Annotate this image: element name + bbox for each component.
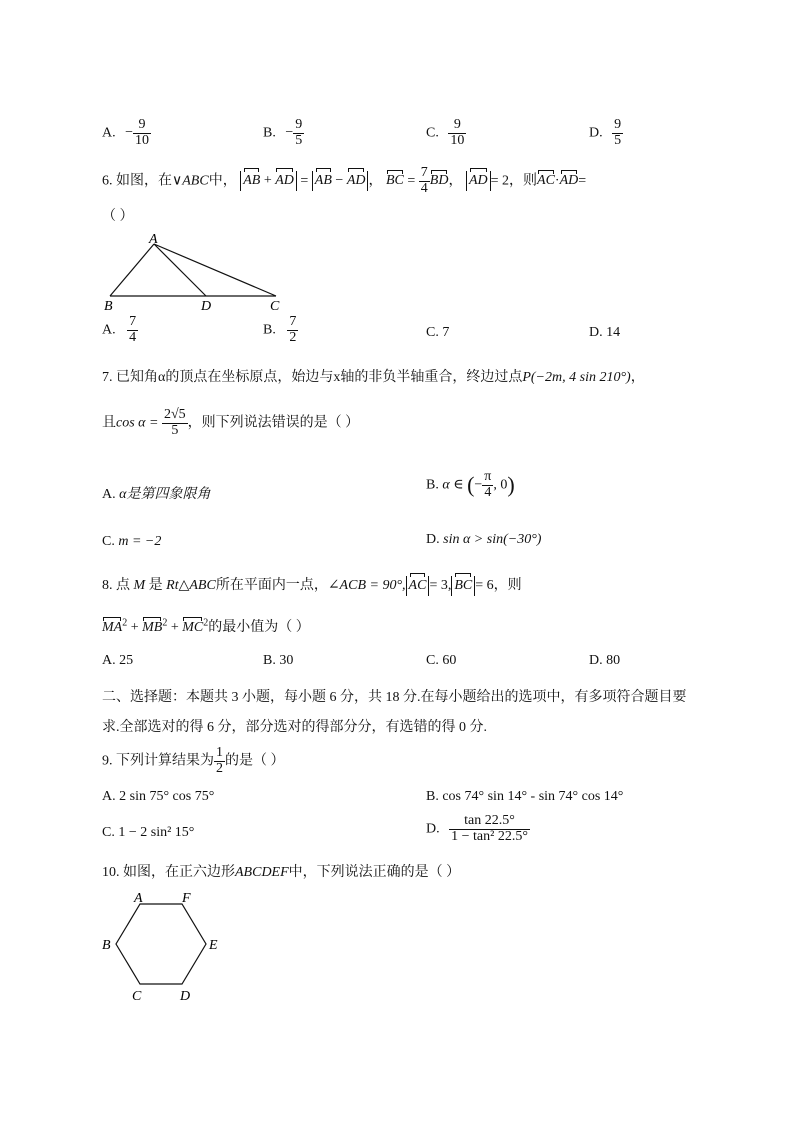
fraction: $\frac{1}{2}$ [216, 745, 223, 776]
q7-option-c: C. m = −2 [102, 534, 162, 549]
q9-stem: 9. 下列计算结果为 $\frac{1}{2}$ 的是（ ） [102, 745, 285, 776]
vertex-label-b: B [102, 938, 111, 953]
q6-option-a: A. $\frac{7}{4}$ [102, 314, 137, 345]
abs-value: AB + AD [240, 171, 297, 191]
fraction: $\frac{9}{10}$ [135, 117, 150, 148]
q7-stem-line2: 且cos α = $\frac{2√5}{5}$ ，则下列说法错误的是（ ） [102, 407, 360, 438]
q6-stem: 6. 如图，在∨ABC中， AB + AD = AB − AD ， BC = $\frac{7}{4}$ BD， AD = 2，则AC·AD= [102, 165, 587, 196]
q7-option-d: D. sin α > sin(−30°) [426, 532, 542, 547]
triangle-diagram [100, 228, 300, 314]
q7-option-b: B. α ∈ (− $\frac{\pi}{4}$ , 0) [426, 469, 515, 500]
q9-option-c: C. 1 − 2 sin² 15° [102, 825, 195, 840]
section-2-instructions-line2: 求.全部选对的得 6 分，部分选对的得部分分，有选错的得 0 分. [102, 720, 487, 735]
vertex-label-a: A [149, 232, 158, 247]
fraction: $\frac{2√5}{5}$ [163, 407, 186, 438]
fraction: $\frac{7}{4}$ [129, 314, 137, 345]
vertex-label-b: B [104, 299, 113, 314]
q7-option-a: A. α是第四象限角 [102, 487, 211, 502]
vertex-label-e: E [209, 938, 218, 953]
section-2-instructions-line1: 二、选择题：本题共 3 小题，每小题 6 分，共 18 分.在每小题给出的选项中，有多项符合题目要 [102, 690, 687, 705]
vertex-label-f: F [182, 891, 191, 906]
q8-option-d: D. 80 [589, 653, 621, 668]
vertex-label-d: D [201, 299, 212, 314]
q5-option-c: C. $\frac{9}{10}$ [426, 117, 465, 148]
q8-option-a: A. 25 [102, 653, 134, 668]
q10-stem: 10. 如图，在正六边形ABCDEF中，下列说法正确的是（ ） [102, 865, 461, 880]
abs-value: BC [451, 576, 475, 596]
q9-option-d: D. $\frac{\tan 22.5^\circ}{\text{1 − tan² 22.5°}}$ [426, 813, 528, 844]
fraction: $\frac{9}{10}$ [450, 117, 465, 148]
q6-option-c: C. 7 [426, 325, 450, 340]
fraction: $\frac{9}{5}$ [614, 117, 622, 148]
q8-stem-line1: 8. 点 M 是 Rt△ABC所在平面内一点，∠ACB = 90°, AC = 3, BC = 6，则 [102, 574, 522, 596]
hexagon-diagram [100, 888, 230, 1006]
vertex-label-a: A [134, 891, 143, 906]
fraction: $\frac{7}{2}$ [289, 314, 297, 345]
q7-stem-line1: 7. 已知角α的顶点在坐标原点，始边与x轴的非负半轴重合，终边过点P(−2m, 4 sin 210°)， [102, 370, 645, 385]
abs-value: AB − AD [312, 171, 369, 191]
q8-option-c: C. 60 [426, 653, 457, 668]
fraction: $\frac{\pi}{4}$ [484, 469, 492, 500]
q5-option-d: D. $\frac{9}{5}$ [589, 117, 622, 148]
q8-stem-line2: $MA^2 + MB^2 + MC^2$的最小值为（ ） [102, 617, 310, 635]
q8-option-b: B. 30 [263, 653, 294, 668]
q5-option-a: A. − $\frac{9}{10}$ [102, 117, 150, 148]
q6-option-d: D. 14 [589, 325, 621, 340]
abs-value: AD [466, 171, 491, 191]
q6-option-b: B. $\frac{7}{2}$ [263, 314, 297, 345]
fraction: $\frac{9}{5}$ [295, 117, 303, 148]
vertex-label-d: D [180, 989, 191, 1004]
vertex-label-c: C [132, 989, 142, 1004]
vertex-label-c: C [270, 299, 280, 314]
abs-value: AC [406, 576, 430, 596]
fraction: $\frac{7}{4}$ [420, 165, 428, 196]
q9-option-a: A. 2 sin 75° cos 75° [102, 789, 215, 804]
q5-option-b: B. − $\frac{9}{5}$ [263, 117, 303, 148]
fraction: $\frac{\tan 22.5^\circ}{\text{1 − tan² 22.5°}}$ [451, 813, 528, 844]
q9-option-b: B. cos 74° sin 14° - sin 74° cos 14° [426, 789, 624, 804]
q6-answer-bracket: （ ） [102, 209, 134, 224]
